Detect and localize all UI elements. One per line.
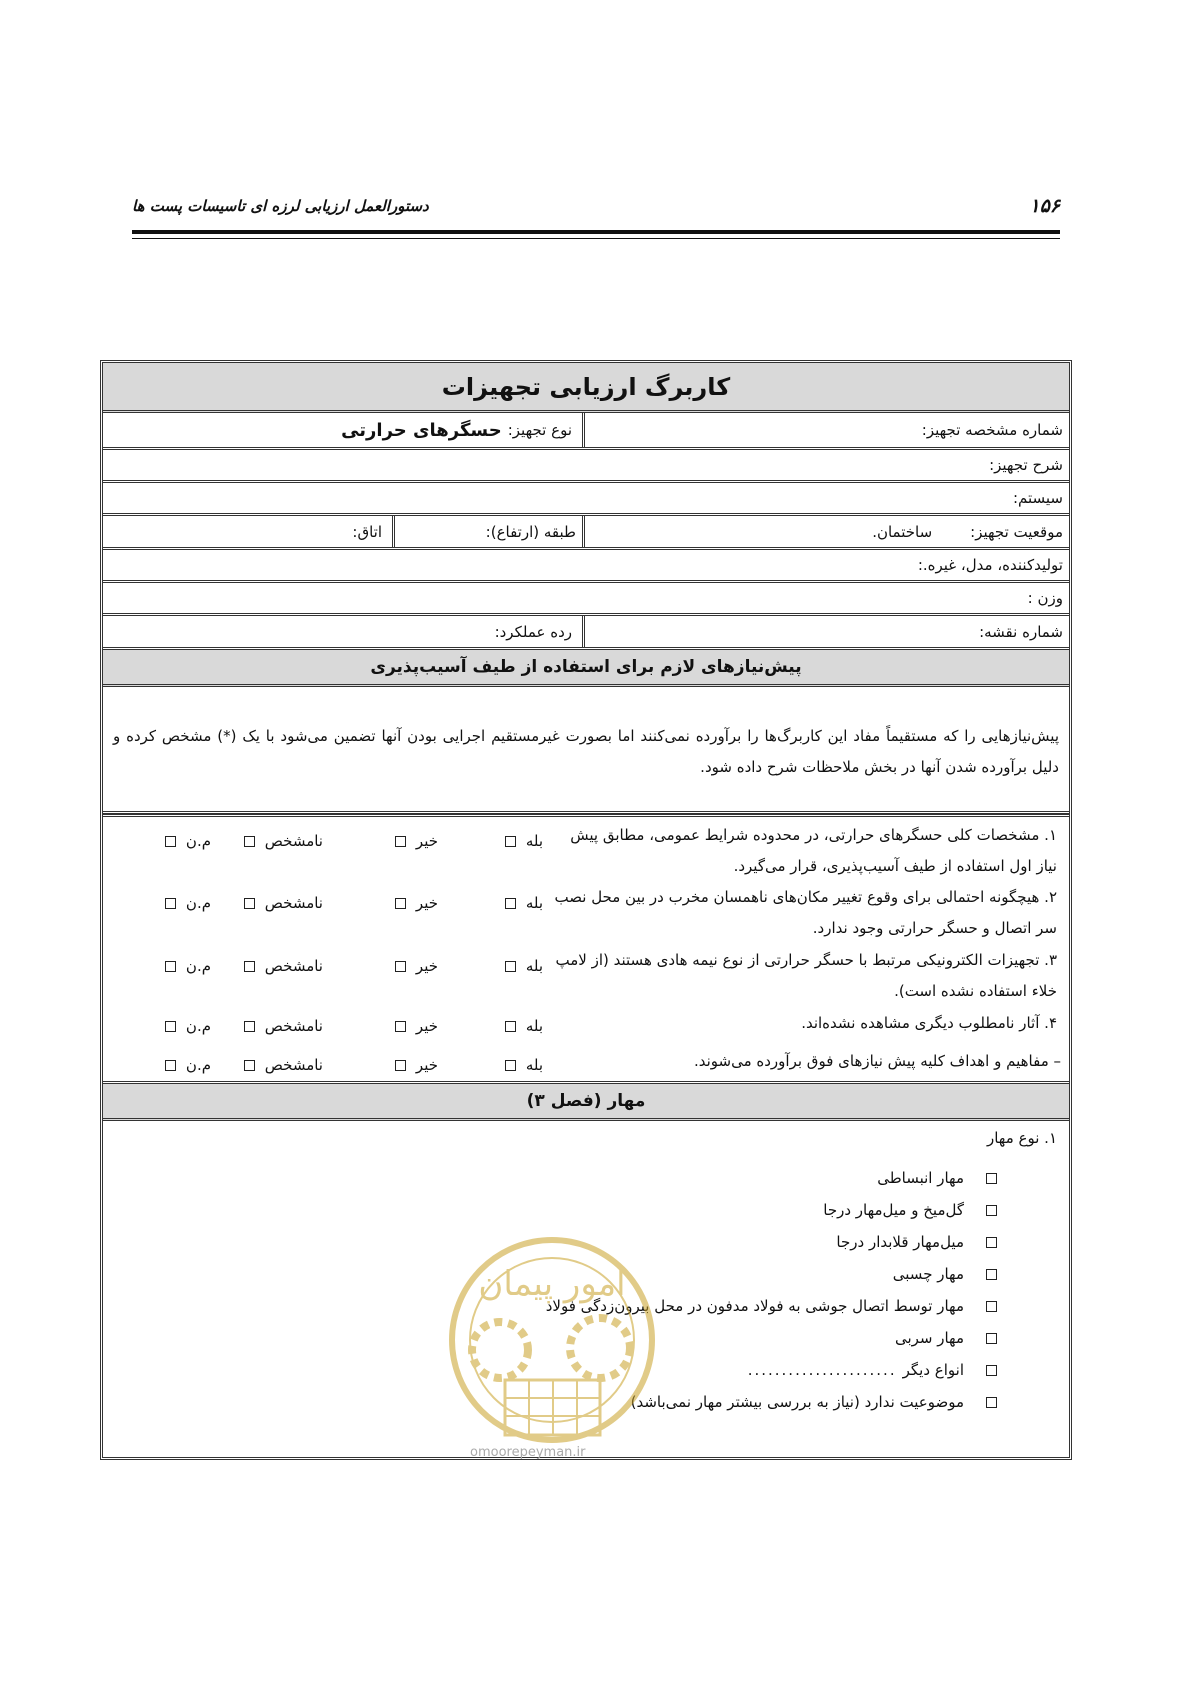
- equipment-id-row: [103, 413, 1069, 450]
- option-yes-label: بله: [525, 957, 543, 975]
- anchorage-option-label: مهار چسبی: [892, 1265, 964, 1283]
- anchorage-checkbox[interactable]: [986, 1301, 997, 1312]
- anchorage-option-label: گل‌میخ و میل‌مهار درجا: [823, 1201, 964, 1219]
- anchorage-option[interactable]: [893, 1265, 997, 1283]
- building-label: ساختمان.: [872, 522, 933, 541]
- anchorage-option-label: انواع دیگر: [902, 1361, 964, 1379]
- weight-row[interactable]: [103, 583, 1069, 616]
- option-na[interactable]: [143, 888, 211, 918]
- option-yes-label: بله: [525, 894, 543, 912]
- option-no[interactable]: [323, 826, 438, 856]
- option-no[interactable]: [323, 888, 438, 918]
- option-no[interactable]: [323, 1050, 438, 1080]
- anchorage-option-label: مهار انبساطی: [877, 1169, 964, 1187]
- system-row[interactable]: [103, 483, 1069, 516]
- checkbox-no[interactable]: [395, 836, 406, 847]
- option-yes[interactable]: [438, 1050, 543, 1080]
- prereq-summary: [103, 1046, 1069, 1082]
- location-cell[interactable]: [585, 516, 1069, 547]
- anchorage-option-label: مهار توسط اتصال جوشی به فولاد مدفون در محل بیرون‌زدگی فولاد: [545, 1297, 964, 1315]
- watermark-logo: [445, 1230, 660, 1480]
- manufacturer-label: تولیدکننده، مدل، غیره.:: [917, 556, 1063, 574]
- header-rule-thick: [132, 230, 1060, 234]
- checkbox-yes[interactable]: [505, 898, 516, 909]
- checkbox-na[interactable]: [165, 898, 176, 909]
- drawing-row: [103, 616, 1069, 650]
- prereq-summary-text: – مفاهیم و اهداف کلیه پیش نیازهای فوق برآورده می‌شوند.: [693, 1052, 1061, 1070]
- checkbox-na[interactable]: [165, 1021, 176, 1032]
- prerequisites-heading: [103, 650, 1069, 687]
- anchorage-option[interactable]: [836, 1233, 997, 1251]
- prereq-item-options: [143, 1011, 543, 1041]
- option-na-label: م.ن: [185, 957, 211, 975]
- equipment-id-label: شماره مشخصه تجهیز:: [921, 421, 1063, 439]
- anchorage-option-label: مهار سربی: [894, 1329, 964, 1347]
- option-na[interactable]: [143, 1050, 211, 1080]
- anchorage-option[interactable]: [823, 1201, 997, 1219]
- other-fill-dots[interactable]: ......................: [747, 1361, 897, 1379]
- option-no[interactable]: [323, 1011, 438, 1041]
- option-na[interactable]: [143, 1011, 211, 1041]
- prereq-item-text: ۳. تجهیزات الکترونیکی مرتبط با حسگر حرارتی از نوع نیمه هادی هستند (از لامپ خلاء استفاده نشده است).: [555, 951, 1057, 1000]
- checkbox-no[interactable]: [395, 1060, 406, 1071]
- option-unknown[interactable]: [211, 888, 323, 918]
- checkbox-yes[interactable]: [505, 1060, 516, 1071]
- equipment-type-cell: [103, 413, 585, 447]
- watermark-text: امور پیمان: [478, 1264, 626, 1304]
- anchorage-option-label: موضوعیت ندارد (نیاز به بررسی بیشتر مهار نمی‌باشد): [630, 1393, 964, 1411]
- anchorage-option[interactable]: [631, 1393, 997, 1411]
- option-unknown-label: نامشخص: [264, 832, 323, 850]
- checkbox-na[interactable]: [165, 961, 176, 972]
- page-number: ۱۵۶: [1029, 195, 1060, 217]
- anchorage-checkbox[interactable]: [986, 1333, 997, 1344]
- prereq-item-2: [103, 880, 1069, 942]
- room-label: اتاق:: [352, 522, 382, 541]
- prereq-item-options: [143, 951, 543, 981]
- checkbox-yes[interactable]: [505, 836, 516, 847]
- anchorage-checkbox[interactable]: [986, 1269, 997, 1280]
- option-no-label: خیر: [415, 1056, 438, 1074]
- anchorage-checkbox[interactable]: [986, 1205, 997, 1216]
- equipment-id-cell[interactable]: [585, 413, 1069, 447]
- prereq-item-text: ۴. آثار نامطلوب دیگری مشاهده نشده‌اند.: [801, 1014, 1057, 1032]
- description-row[interactable]: [103, 450, 1069, 483]
- document-title: دستورالعمل ارزیابی لرزه ای تاسیسات پست ها: [132, 197, 429, 215]
- drawing-cell[interactable]: [585, 616, 1069, 647]
- prerequisites-intro: پیش‌نیازهایی را که مستقیماً مفاد این کاربرگ‌ها را برآورده نمی‌کنند اما بصورت غیرمستقیم اجرایی بودن آنها تضمین می‌شود با یک (*) مشخص کرده و دلیل برآورده شدن آنها در بخش ملاحظات شرح داده شود.: [113, 727, 1059, 776]
- option-no-label: خیر: [415, 894, 438, 912]
- option-yes-label: بله: [525, 832, 543, 850]
- prereq-item-options: [143, 888, 543, 918]
- option-yes[interactable]: [438, 1011, 543, 1041]
- option-unknown-label: نامشخص: [264, 894, 323, 912]
- location-row: [103, 516, 1069, 550]
- watermark-url: omoorepeyman.ir: [470, 1445, 586, 1460]
- option-unknown[interactable]: [211, 826, 323, 856]
- location-label: موقعیت تجهیز:: [970, 522, 1063, 541]
- option-yes[interactable]: [438, 826, 543, 856]
- anchorage-checkbox[interactable]: [986, 1237, 997, 1248]
- anchorage-option[interactable]: [877, 1169, 997, 1187]
- anchorage-option[interactable]: [895, 1329, 997, 1347]
- prereq-item-4: [103, 1006, 1069, 1044]
- checkbox-unknown[interactable]: [244, 1060, 255, 1071]
- checkbox-unknown[interactable]: [244, 961, 255, 972]
- checkbox-unknown[interactable]: [244, 1021, 255, 1032]
- checkbox-na[interactable]: [165, 836, 176, 847]
- option-no-label: خیر: [415, 1017, 438, 1035]
- anchorage-heading: [103, 1084, 1069, 1121]
- manufacturer-row[interactable]: [103, 550, 1069, 583]
- room-cell[interactable]: [103, 516, 395, 547]
- checkbox-unknown[interactable]: [244, 898, 255, 909]
- anchorage-checkbox[interactable]: [986, 1397, 997, 1408]
- option-unknown[interactable]: [211, 951, 323, 981]
- option-no[interactable]: [323, 951, 438, 981]
- anchorage-checkbox[interactable]: [986, 1365, 997, 1376]
- anchorage-checkbox[interactable]: [986, 1173, 997, 1184]
- performance-label: رده عملکرد:: [494, 622, 572, 641]
- checkbox-no[interactable]: [395, 1021, 406, 1032]
- option-no-label: خیر: [415, 832, 438, 850]
- form-title: [103, 363, 1069, 413]
- option-na-label: م.ن: [185, 1017, 211, 1035]
- option-unknown-label: نامشخص: [264, 1056, 323, 1074]
- checkbox-no[interactable]: [395, 961, 406, 972]
- equipment-type-label: نوع تجهیز:: [507, 421, 572, 439]
- option-yes[interactable]: [438, 951, 543, 981]
- weight-label: وزن :: [1027, 589, 1063, 607]
- option-yes[interactable]: [438, 888, 543, 918]
- anchorage-title: مهار (فصل ۳): [526, 1091, 646, 1111]
- anchorage-type-label: ۱. نوع مهار: [986, 1129, 1057, 1147]
- option-yes-label: بله: [525, 1017, 543, 1035]
- prereq-item-3: [103, 943, 1069, 1005]
- system-label: سیستم:: [1012, 489, 1063, 507]
- prereq-item-1: [103, 818, 1069, 880]
- option-unknown-label: نامشخص: [264, 957, 323, 975]
- description-label: شرح تجهیز:: [989, 456, 1063, 474]
- anchorage-option-label: میل‌مهار قلابدار درجا: [836, 1233, 964, 1251]
- option-unknown[interactable]: [211, 1050, 323, 1080]
- option-na-label: م.ن: [185, 894, 211, 912]
- checkbox-yes[interactable]: [505, 961, 516, 972]
- prereq-item-text: ۲. هیچگونه احتمالی برای وقوع تغییر مکان‌های ناهمسان مخرب در بین محل نصب سر اتصال و حسگر حرارتی وجود ندارد.: [554, 888, 1057, 937]
- checkbox-unknown[interactable]: [244, 836, 255, 847]
- equipment-type-value: حسگرهای حرارتی: [341, 419, 502, 441]
- form-title-text: کاربرگ ارزیابی تجهیزات: [441, 372, 731, 401]
- option-unknown-label: نامشخص: [264, 1017, 323, 1035]
- prerequisites-title: پیش‌نیازهای لازم برای استفاده از طیف آسیب‌پذیری: [370, 657, 802, 677]
- drawing-label: شماره نقشه:: [979, 622, 1063, 641]
- option-na[interactable]: [143, 951, 211, 981]
- option-no-label: خیر: [415, 957, 438, 975]
- option-na-label: م.ن: [185, 832, 211, 850]
- checkbox-yes[interactable]: [505, 1021, 516, 1032]
- prereq-item-text: ۱. مشخصات کلی حسگرهای حرارتی، در محدوده شرایط عمومی، مطابق پیش نیاز اول استفاده از طیف آسیب‌پذیری، قرار می‌گیرد.: [570, 826, 1057, 875]
- prereq-item-options: [143, 1050, 543, 1080]
- prereq-item-options: [143, 826, 543, 856]
- option-yes-label: بله: [525, 1056, 543, 1074]
- floor-cell[interactable]: [395, 516, 585, 547]
- performance-cell[interactable]: [103, 616, 585, 647]
- prerequisites-intro-row: [103, 687, 1069, 814]
- option-na-label: م.ن: [185, 1056, 211, 1074]
- anchorage-option-other[interactable]: [748, 1361, 997, 1379]
- option-unknown[interactable]: [211, 1011, 323, 1041]
- option-na[interactable]: [143, 826, 211, 856]
- header-rule-thin: [132, 238, 1060, 239]
- checkbox-no[interactable]: [395, 898, 406, 909]
- floor-label: طبقه (ارتفاع):: [485, 522, 576, 541]
- checkbox-na[interactable]: [165, 1060, 176, 1071]
- running-header: [132, 195, 1060, 225]
